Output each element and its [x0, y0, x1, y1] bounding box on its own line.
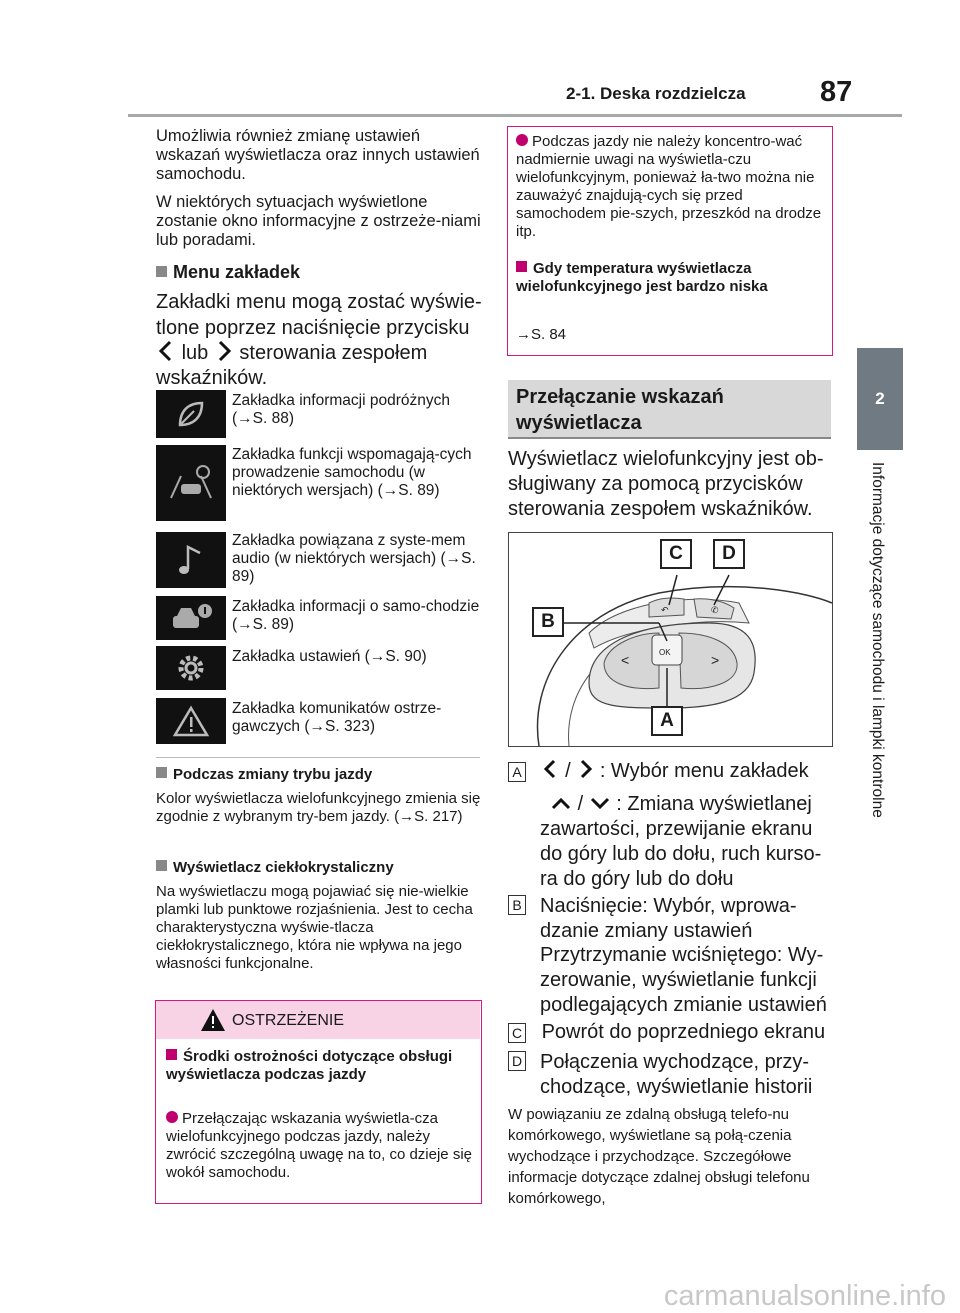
item-text: : Zmiana wyświetlanej zawartości, przewijanie ekranu do góry lub do dołu, ruch kurso-ra do góry lub do dołu — [540, 793, 822, 890]
ok-button-label: OK — [659, 648, 671, 657]
item-c — [508, 1020, 825, 1044]
square-bullet-icon — [156, 266, 167, 277]
chevron-right-icon — [576, 759, 594, 779]
tab-text-audio: Zakładka powiązana z syste-mem audio (w niektórych wersjach) (→S. 89) — [232, 532, 476, 585]
warning-text-body: Przełączając wskazania wyświetla-cza wielofunkcyjnego podczas jazdy, należy zwrócić szczególną uwagę na to, co dzieje się wokół samochodu. — [166, 1110, 472, 1181]
square-bullet-icon — [156, 767, 167, 778]
lcd-heading — [156, 859, 394, 877]
warning-heading — [166, 1048, 466, 1084]
leaf-icon — [174, 397, 208, 431]
tab-icon-settings — [156, 646, 226, 690]
music-note-icon — [176, 543, 206, 577]
warning-continued-body: Podczas jazdy nie należy koncentro-wać nadmiernie uwagi na wyświetla-czu wielofunkcyjnym, ponieważ ła-two można nie zauważyć znajdują-cych się przed samochodem pie-szych, przeszkód na drodze itp. — [516, 133, 822, 240]
item-text: Połączenia wychodzące, przy-chodzące, wyświetlanie historii — [540, 1051, 813, 1098]
item-text: Powrót do poprzedniego ekranu — [541, 1021, 826, 1043]
tab-text-trip: Zakładka informacji podróżnych (→S. 88) — [232, 392, 450, 427]
lcd-heading-text: Wyświetlacz ciekłokrystaliczny — [173, 859, 394, 876]
menu-heading-text: Menu zakładek — [173, 262, 301, 282]
section-title: Przełączanie wskazań wyświetlacza — [516, 386, 724, 434]
warning-title: OSTRZEŻENIE — [232, 1012, 345, 1029]
item-letter: C — [508, 1023, 526, 1043]
item-a — [508, 759, 809, 783]
intro-paragraph-1: Umożliwia również zmianę ustawień wskazań wyświetlacza oraz innych ustawień samochodu. — [156, 127, 480, 183]
chapter-title: Informacje dotyczące samochodu i lampki kontrolne — [869, 462, 886, 818]
tab-text-warnings: Zakładka komunikatów ostrze-gawczych (→S. 323) — [232, 700, 442, 735]
svg-text:<: < — [621, 652, 630, 668]
tab-icon-trip — [156, 390, 226, 438]
item-text: Naciśnięcie: Wybór, wprowa-dzanie zmiany ustawień — [540, 895, 797, 942]
warning-heading-text: Środki ostrożności dotyczące obsługi wyświetlacza podczas jazdy — [166, 1048, 453, 1083]
lcd-text: Na wyświetlaczu mogą pojawiać się nie-wielkie plamki lub punktowe rozjaśnienia. Jest to cecha charakterystyczna wyświe-tlacza ciekłokrystalicznego, która nie wpływa na jego własności funkcjonalne. — [156, 883, 473, 972]
chevron-right-icon — [214, 340, 234, 362]
driving-assist-icon — [167, 464, 215, 502]
item-letter: A — [508, 762, 526, 782]
gear-icon — [174, 651, 208, 685]
warning-triangle-icon — [200, 1008, 226, 1032]
temp-heading-text: Gdy temperatura wyświetlacza wielofunkcyjnego jest bardzo niska — [516, 260, 768, 295]
label-d: D — [713, 539, 745, 569]
label-c: C — [660, 539, 692, 569]
menu-text-line2: tlone poprzez naciśnięcie przycisku — [156, 317, 470, 339]
warning-continued-text — [516, 133, 826, 241]
chevron-left-icon — [542, 759, 560, 779]
item-sep: / — [577, 793, 584, 815]
tab-icon-assist — [156, 445, 226, 521]
chapter-tab: 2 — [857, 348, 903, 450]
menu-text-line4: wskaźników. — [156, 367, 268, 389]
item-letter: D — [508, 1051, 526, 1071]
tab-icon-warnings — [156, 698, 226, 744]
drive-heading — [156, 766, 372, 784]
watermark: carmanualsonline.info — [663, 1280, 946, 1312]
menu-or-text: lub — [181, 342, 209, 364]
header-rule — [128, 114, 902, 117]
square-bullet-icon — [166, 1049, 177, 1060]
section-text: Wyświetlacz wielofunkcyjny jest ob-sługiwany za pomocą przycisków sterowania zespołem wskaźników. — [508, 448, 824, 520]
svg-text:↶: ↶ — [661, 605, 669, 615]
tab-text-settings: Zakładka ustawień (→S. 90) — [232, 648, 427, 665]
menu-text-line3 — [156, 340, 427, 365]
item-b — [508, 894, 828, 942]
drive-text: Kolor wyświetlacza wielofunkcyjnego zmienia się zgodnie z wybranym try-bem jazdy. (→S. 217) — [156, 790, 481, 825]
label-b: B — [532, 607, 564, 637]
chevron-up-icon — [550, 796, 572, 810]
drive-heading-text: Podczas zmiany trybu jazdy — [173, 766, 373, 783]
chevron-down-icon — [589, 796, 611, 810]
tab-text-assist: Zakładka funkcji wspomagają-cych prowadzenie samochodu (w niektórych wersjach) (→S. 89) — [232, 446, 472, 499]
item-letter: B — [508, 895, 526, 915]
intro-paragraph-2: W niektórych sytuacjach wyświetlone zostanie okno informacyjne z ostrzeże-niami lub poradami. — [156, 193, 481, 249]
item-b-hold: Przytrzymanie wciśniętego: Wy-zerowanie, wyświetlanie funkcji podlegających zmianie ustawień — [540, 944, 827, 1016]
temp-ref: →S. 84 — [516, 326, 567, 343]
footer-text: W powiązaniu ze zdalną obsługą telefo-nu komórkowego, wyświetlane są połą-czenia wychodzące i przychodzące. Szczegółowe informacje dotyczące zdalnej obsługi telefonu komórkowego, — [508, 1106, 810, 1207]
item-up-down — [540, 792, 832, 892]
menu-text-line1: Zakładki menu mogą zostać wyświe- — [156, 291, 482, 313]
square-bullet-icon — [516, 261, 527, 272]
chevron-left-icon — [156, 340, 176, 362]
temp-heading — [516, 260, 816, 296]
warning-text — [166, 1110, 472, 1182]
bullet-dot-icon — [516, 134, 528, 146]
menu-heading — [156, 262, 300, 283]
tab-text-vehicle: Zakładka informacji o samo-chodzie (→S. 89) — [232, 598, 480, 633]
tab-icon-vehicle — [156, 596, 226, 640]
warning-icon — [173, 705, 209, 737]
svg-text:✆: ✆ — [711, 605, 719, 615]
square-bullet-icon — [156, 860, 167, 871]
item-d — [508, 1050, 828, 1098]
divider — [156, 757, 480, 758]
tab-icon-audio — [156, 532, 226, 588]
label-a: A — [651, 706, 683, 736]
item-text: : Wybór menu zakładek — [599, 760, 809, 782]
menu-text-3: sterowania zespołem — [239, 342, 428, 364]
page-number: 87 — [820, 76, 853, 108]
section-header: 2-1. Deska rozdzielcza — [566, 84, 746, 103]
item-sep: / — [565, 760, 571, 782]
bullet-dot-icon — [166, 1111, 178, 1123]
svg-text:>: > — [711, 652, 720, 668]
car-info-icon — [169, 602, 213, 634]
